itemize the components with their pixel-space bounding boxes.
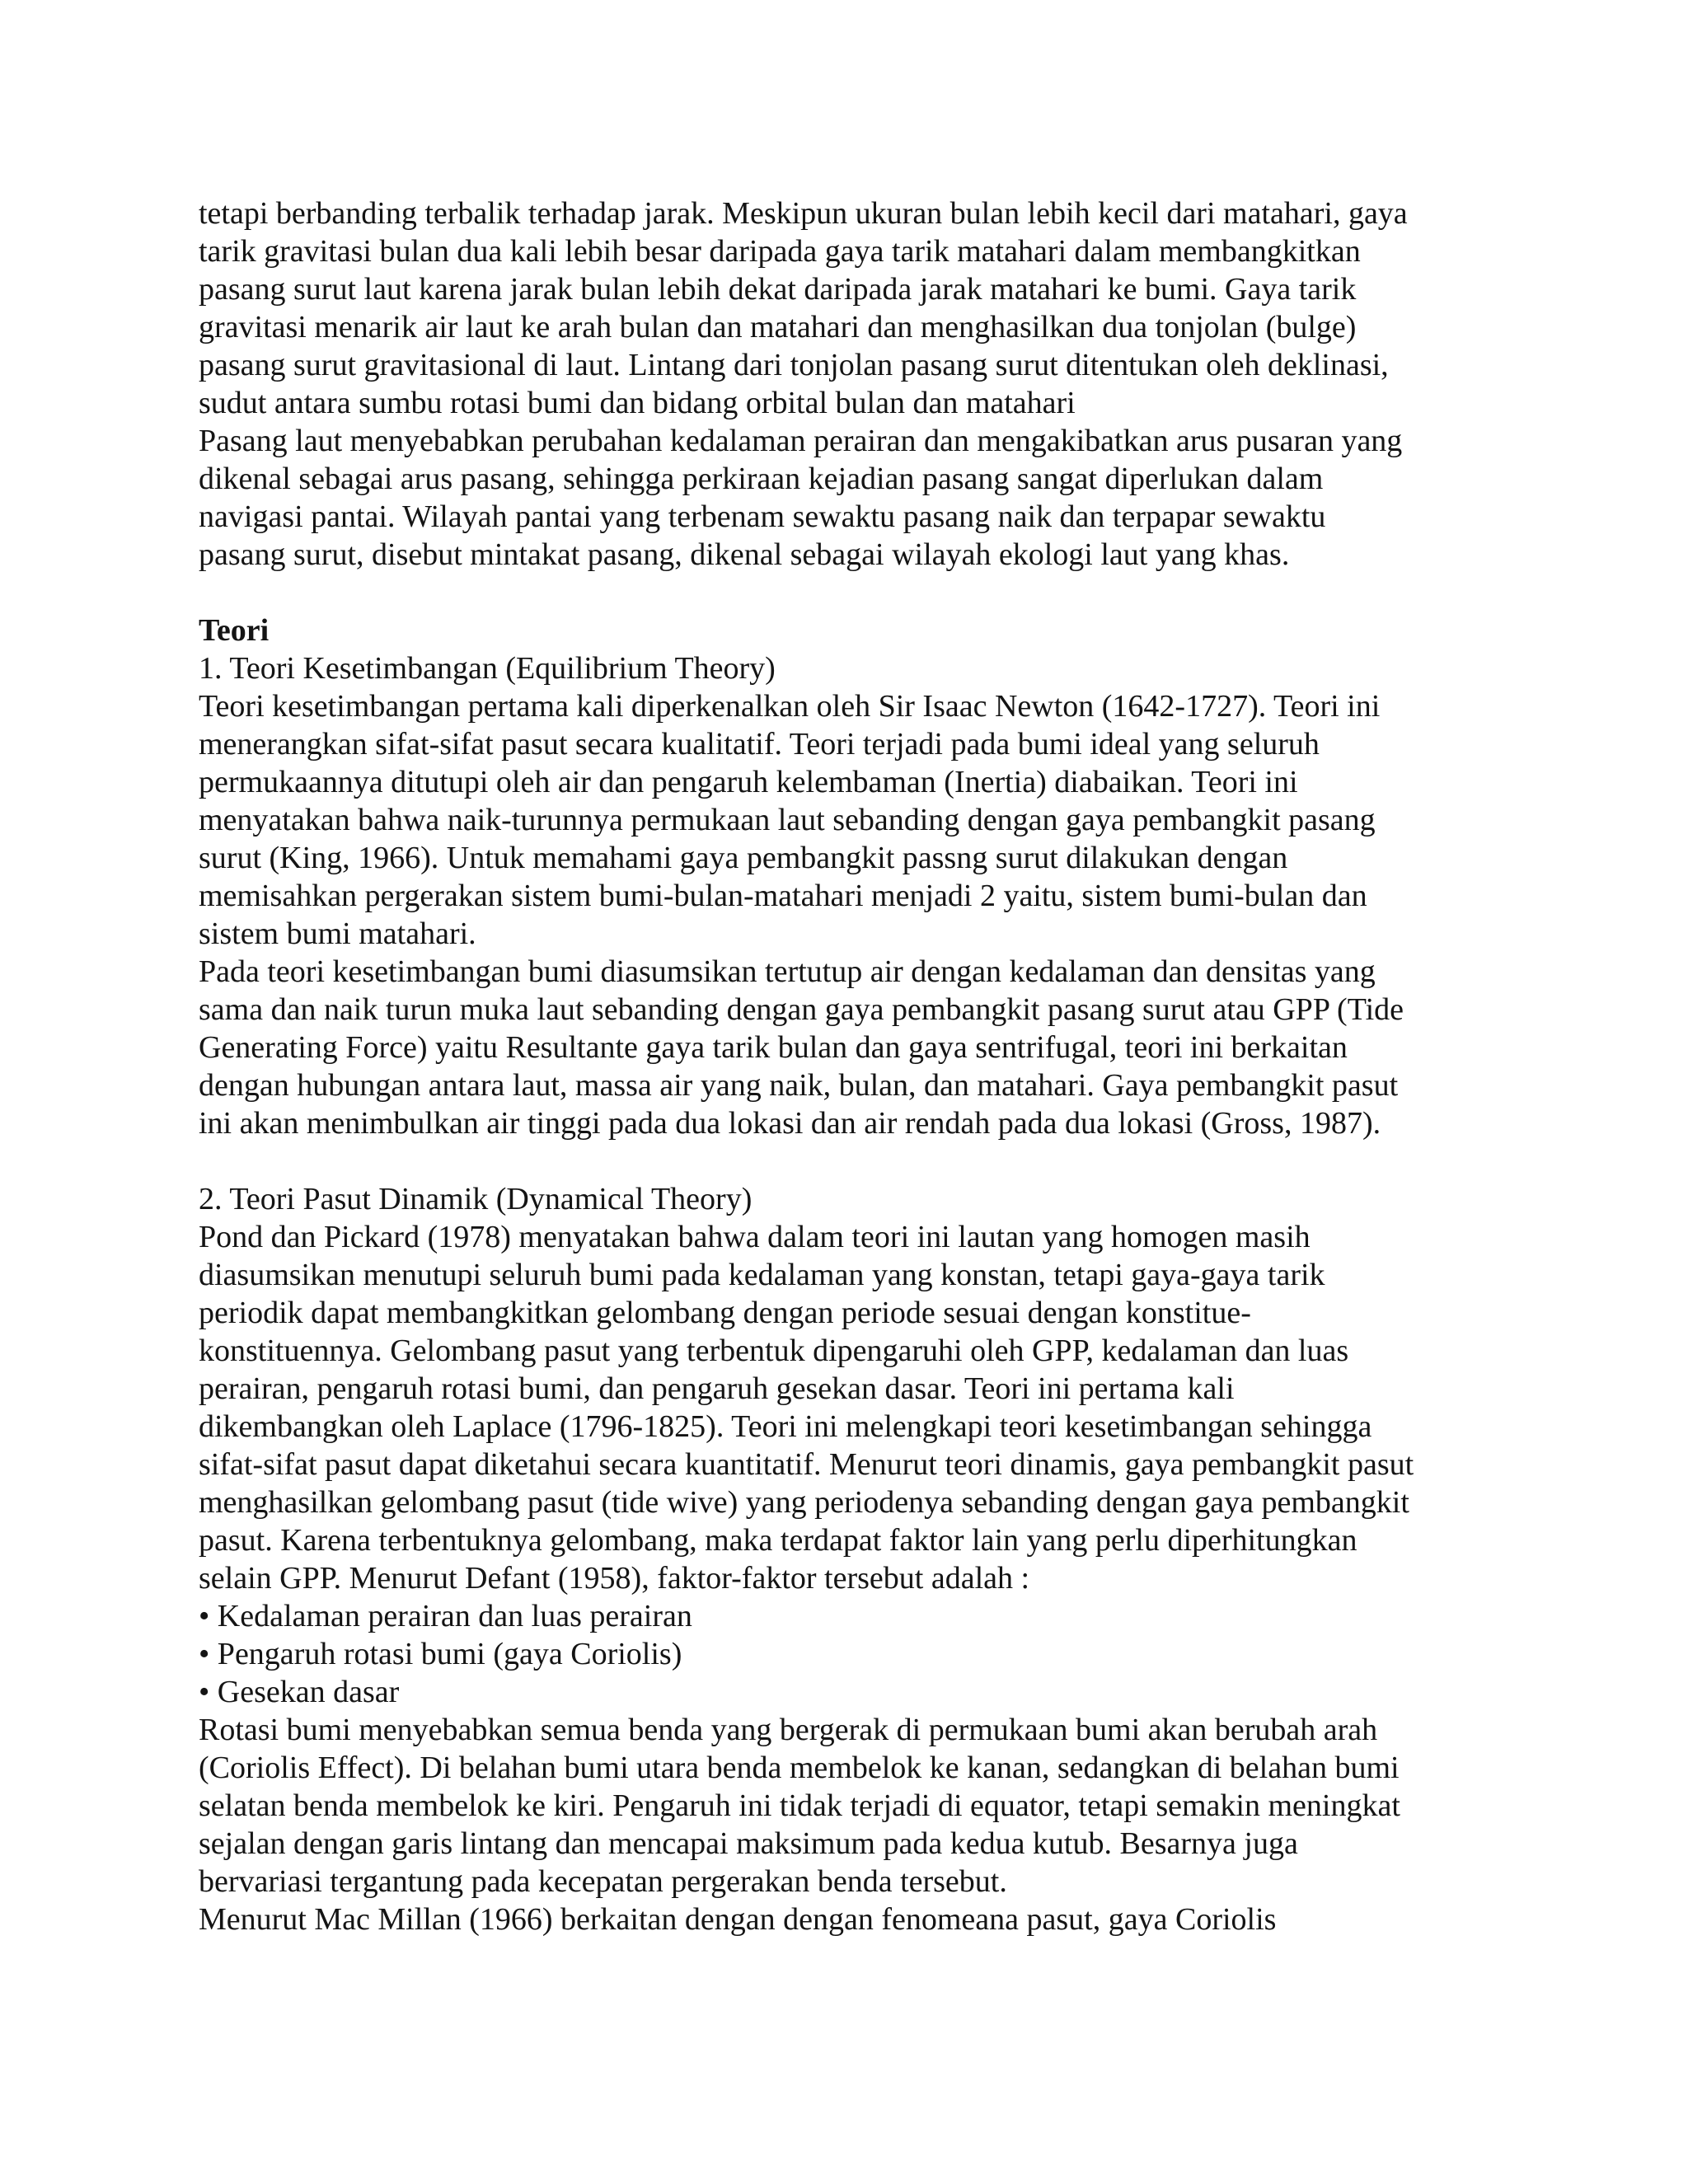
text-line: menghasilkan gelombang pasut (tide wive) yang periodenya sebanding dengan gaya pembangkit (199, 1485, 1409, 1520)
text-line: dengan hubungan antara laut, massa air yang naik, bulan, dan matahari. Gaya pembangkit pasut (199, 1068, 1399, 1103)
text-line: konstituennya. Gelombang pasut yang terbentuk dipengaruhi oleh GPP, kedalaman dan luas (199, 1333, 1349, 1368)
text-line: memisahkan pergerakan sistem bumi-bulan-matahari menjadi 2 yaitu, sistem bumi-bulan dan (199, 879, 1367, 913)
text-line: navigasi pantai. Wilayah pantai yang terbenam sewaktu pasang naik dan terpapar sewaktu (199, 499, 1326, 534)
text-line: Pasang laut menyebabkan perubahan kedalaman perairan dan mengakibatkan arus pusaran yang (199, 424, 1403, 458)
text-line: tarik gravitasi bulan dua kali lebih besar daripada gaya tarik matahari dalam membangkitkan (199, 234, 1361, 269)
text-line: sudut antara sumbu rotasi bumi dan bidang orbital bulan dan matahari (199, 386, 1076, 420)
text-line: tetapi berbanding terbalik terhadap jarak. Meskipun ukuran bulan lebih kecil dari matahari, gaya (199, 196, 1408, 231)
text-line: sifat-sifat pasut dapat diketahui secara kuantitatif. Menurut teori dinamis, gaya pembangkit pasut (199, 1447, 1414, 1482)
text-line: perairan, pengaruh rotasi bumi, dan pengaruh gesekan dasar. Teori ini pertama kali (199, 1371, 1235, 1406)
text-line: selain GPP. Menurut Defant (1958), faktor-faktor tersebut adalah : (199, 1561, 1030, 1596)
paragraph-spacer (199, 574, 1550, 612)
bullet-item: • Gesekan dasar (199, 1675, 400, 1709)
text-line: Generating Force) yaitu Resultante gaya tarik bulan dan gaya sentrifugal, teori ini berkaitan (199, 1030, 1348, 1065)
text-line: gravitasi menarik air laut ke arah bulan dan matahari dan menghasilkan dua tonjolan (bulge) (199, 310, 1357, 344)
text-line: pasang surut, disebut mintakat pasang, dikenal sebagai wilayah ekologi laut yang khas. (199, 537, 1290, 572)
bullet-item: • Kedalaman perairan dan luas perairan (199, 1599, 692, 1633)
text-line: Pond dan Pickard (1978) menyatakan bahwa dalam teori ini lautan yang homogen masih (199, 1220, 1311, 1254)
text-line: bervariasi tergantung pada kecepatan pergerakan benda tersebut. (199, 1864, 1007, 1899)
text-line: Teori kesetimbangan pertama kali diperkenalkan oleh Sir Isaac Newton (1642-1727). Teori ini (199, 689, 1381, 724)
equilibrium-theory-section (199, 649, 1550, 1142)
subsection-title: 2. Teori Pasut Dinamik (Dynamical Theory) (199, 1182, 753, 1216)
text-line: menyatakan bahwa naik-turunnya permukaan laut sebanding dengan gaya pembangkit pasang (199, 803, 1376, 837)
text-line: dikenal sebagai arus pasang, sehingga perkiraan kejadian pasang sangat diperlukan dalam (199, 462, 1324, 496)
text-line: sama dan naik turun muka laut sebanding dengan gaya pembangkit pasang surut atau GPP (Tide (199, 992, 1404, 1027)
text-line: (Coriolis Effect). Di belahan bumi utara benda membelok ke kanan, sedangkan di belahan bumi (199, 1750, 1400, 1785)
intro-paragraphs (199, 194, 1550, 574)
text-line: pasang surut gravitasional di laut. Lintang dari tonjolan pasang surut ditentukan oleh deklinasi, (199, 348, 1389, 382)
text-line: periodik dapat membangkitkan gelombang dengan periode sesuai dengan konstitue- (199, 1296, 1251, 1330)
text-line: pasut. Karena terbentuknya gelombang, maka terdapat faktor lain yang perlu diperhitungkan (199, 1523, 1357, 1558)
text-line: menerangkan sifat-sifat pasut secara kualitatif. Teori terjadi pada bumi ideal yang seluruh (199, 727, 1320, 762)
text-line: diasumsikan menutupi seluruh bumi pada kedalaman yang konstan, tetapi gaya-gaya tarik (199, 1258, 1325, 1292)
text-line: Pada teori kesetimbangan bumi diasumsikan tertutup air dengan kedalaman dan densitas yang (199, 954, 1376, 989)
section-heading: Teori (199, 613, 270, 648)
dynamical-theory-section (199, 1180, 1550, 1938)
subsection-title: 1. Teori Kesetimbangan (Equilibrium Theory) (199, 651, 776, 686)
text-line: Rotasi bumi menyebabkan semua benda yang bergerak di permukaan bumi akan berubah arah (199, 1713, 1378, 1747)
document-body (199, 194, 1550, 1938)
text-line: selatan benda membelok ke kiri. Pengaruh ini tidak terjadi di equator, tetapi semakin meningkat (199, 1788, 1400, 1823)
paragraph-spacer (199, 1142, 1550, 1180)
text-line: sejalan dengan garis lintang dan mencapai maksimum pada kedua kutub. Besarnya juga (199, 1826, 1298, 1861)
text-line: surut (King, 1966). Untuk memahami gaya pembangkit passng surut dilakukan dengan (199, 841, 1288, 875)
text-line: sistem bumi matahari. (199, 916, 476, 951)
text-line: Menurut Mac Millan (1966) berkaitan dengan dengan fenomeana pasut, gaya Coriolis (199, 1902, 1277, 1937)
bullet-item: • Pengaruh rotasi bumi (gaya Coriolis) (199, 1637, 682, 1671)
text-line: dikembangkan oleh Laplace (1796-1825). Teori ini melengkapi teori kesetimbangan sehingga (199, 1409, 1372, 1444)
text-line: ini akan menimbulkan air tinggi pada dua lokasi dan air rendah pada dua lokasi (Gross, 1987). (199, 1106, 1381, 1141)
text-line: pasang surut laut karena jarak bulan lebih dekat daripada jarak matahari ke bumi. Gaya tarik (199, 272, 1357, 307)
text-line: permukaannya ditutupi oleh air dan pengaruh kelembaman (Inertia) diabaikan. Teori ini (199, 765, 1298, 799)
